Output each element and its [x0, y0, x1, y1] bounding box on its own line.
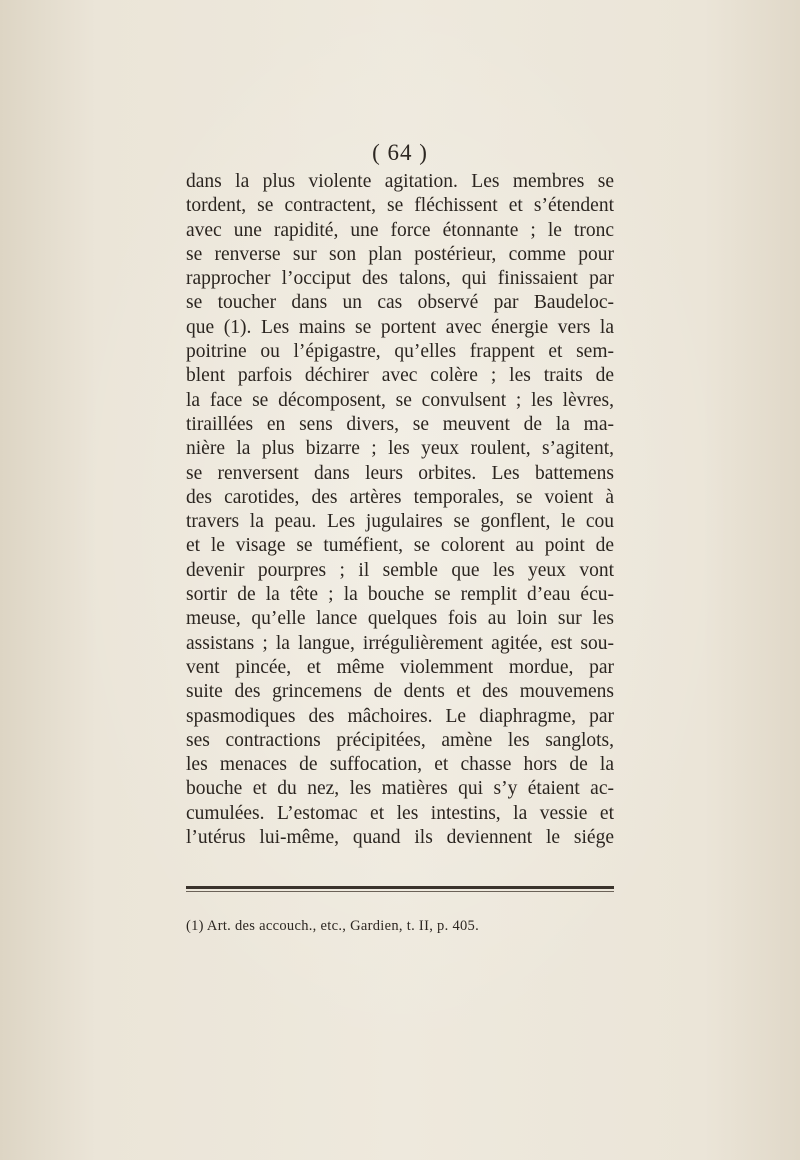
text-line: tiraillées en sens divers, se meuvent de la ma- — [186, 413, 614, 435]
text-line: avec une rapidité, une force étonnante ; le tronc — [186, 219, 614, 241]
text-line: spasmodiques des mâchoires. Le diaphragme, par — [186, 705, 614, 727]
text-line: la face se décomposent, se convulsent ; les lèvres, — [186, 389, 614, 411]
text-line: les menaces de suffocation, et chasse hors de la — [186, 754, 614, 776]
text-line: dans la plus violente agitation. Les membres se — [186, 171, 614, 192]
text-line: meuse, qu’elle lance quelques fois au loin sur les — [186, 608, 614, 630]
text-line: vent pincée, et même violemment mordue, par — [186, 656, 614, 678]
text-line: nière la plus bizarre ; les yeux roulent, s’agitent, — [186, 438, 614, 460]
body-text — [186, 170, 614, 850]
text-line: ses contractions précipitées, amène les sanglots, — [186, 729, 614, 751]
text-line: devenir pourpres ; il semble que les yeux vont — [186, 559, 614, 581]
text-line: se toucher dans un cas observé par Baudeloc- — [186, 292, 614, 314]
text-line: rapprocher l’occiput des talons, qui finissaient par — [186, 268, 614, 290]
text-line: et le visage se tuméfient, se colorent au point de — [186, 535, 614, 557]
text-line: assistans ; la langue, irrégulièrement agitée, est sou- — [186, 632, 614, 654]
text-line: sortir de la tête ; la bouche se remplit d’eau écu- — [186, 584, 614, 606]
text-line: se renversent dans leurs orbites. Les battemens — [186, 462, 614, 484]
text-line: cumulées. L’estomac et les intestins, la vessie et — [186, 802, 614, 824]
text-line: l’utérus lui-même, quand ils deviennent le siége — [186, 827, 614, 849]
footnote-divider — [186, 886, 614, 889]
text-line: des carotides, des artères temporales, se voient à — [186, 486, 614, 508]
text-line: suite des grincemens de dents et des mouvemens — [186, 681, 614, 703]
text-line: poitrine ou l’épigastre, qu’elles frappent et sem- — [186, 341, 614, 363]
page-number: ( 64 ) — [372, 140, 428, 165]
text-line: blent parfois déchirer avec colère ; les traits de — [186, 365, 614, 387]
text-line: bouche et du nez, les matières qui s’y étaient ac- — [186, 778, 614, 800]
text-line: tordent, se contractent, se fléchissent et s’étendent — [186, 195, 614, 217]
footnote: (1) Art. des accouch., etc., Gardien, t. II, p. 405. — [186, 918, 480, 934]
text-line: travers la peau. Les jugulaires se gonflent, le cou — [186, 511, 614, 533]
footnote-divider-thin — [186, 891, 614, 892]
text-line: se renverse sur son plan postérieur, comme pour — [186, 243, 614, 265]
text-line: que (1). Les mains se portent avec énergie vers la — [186, 316, 614, 338]
